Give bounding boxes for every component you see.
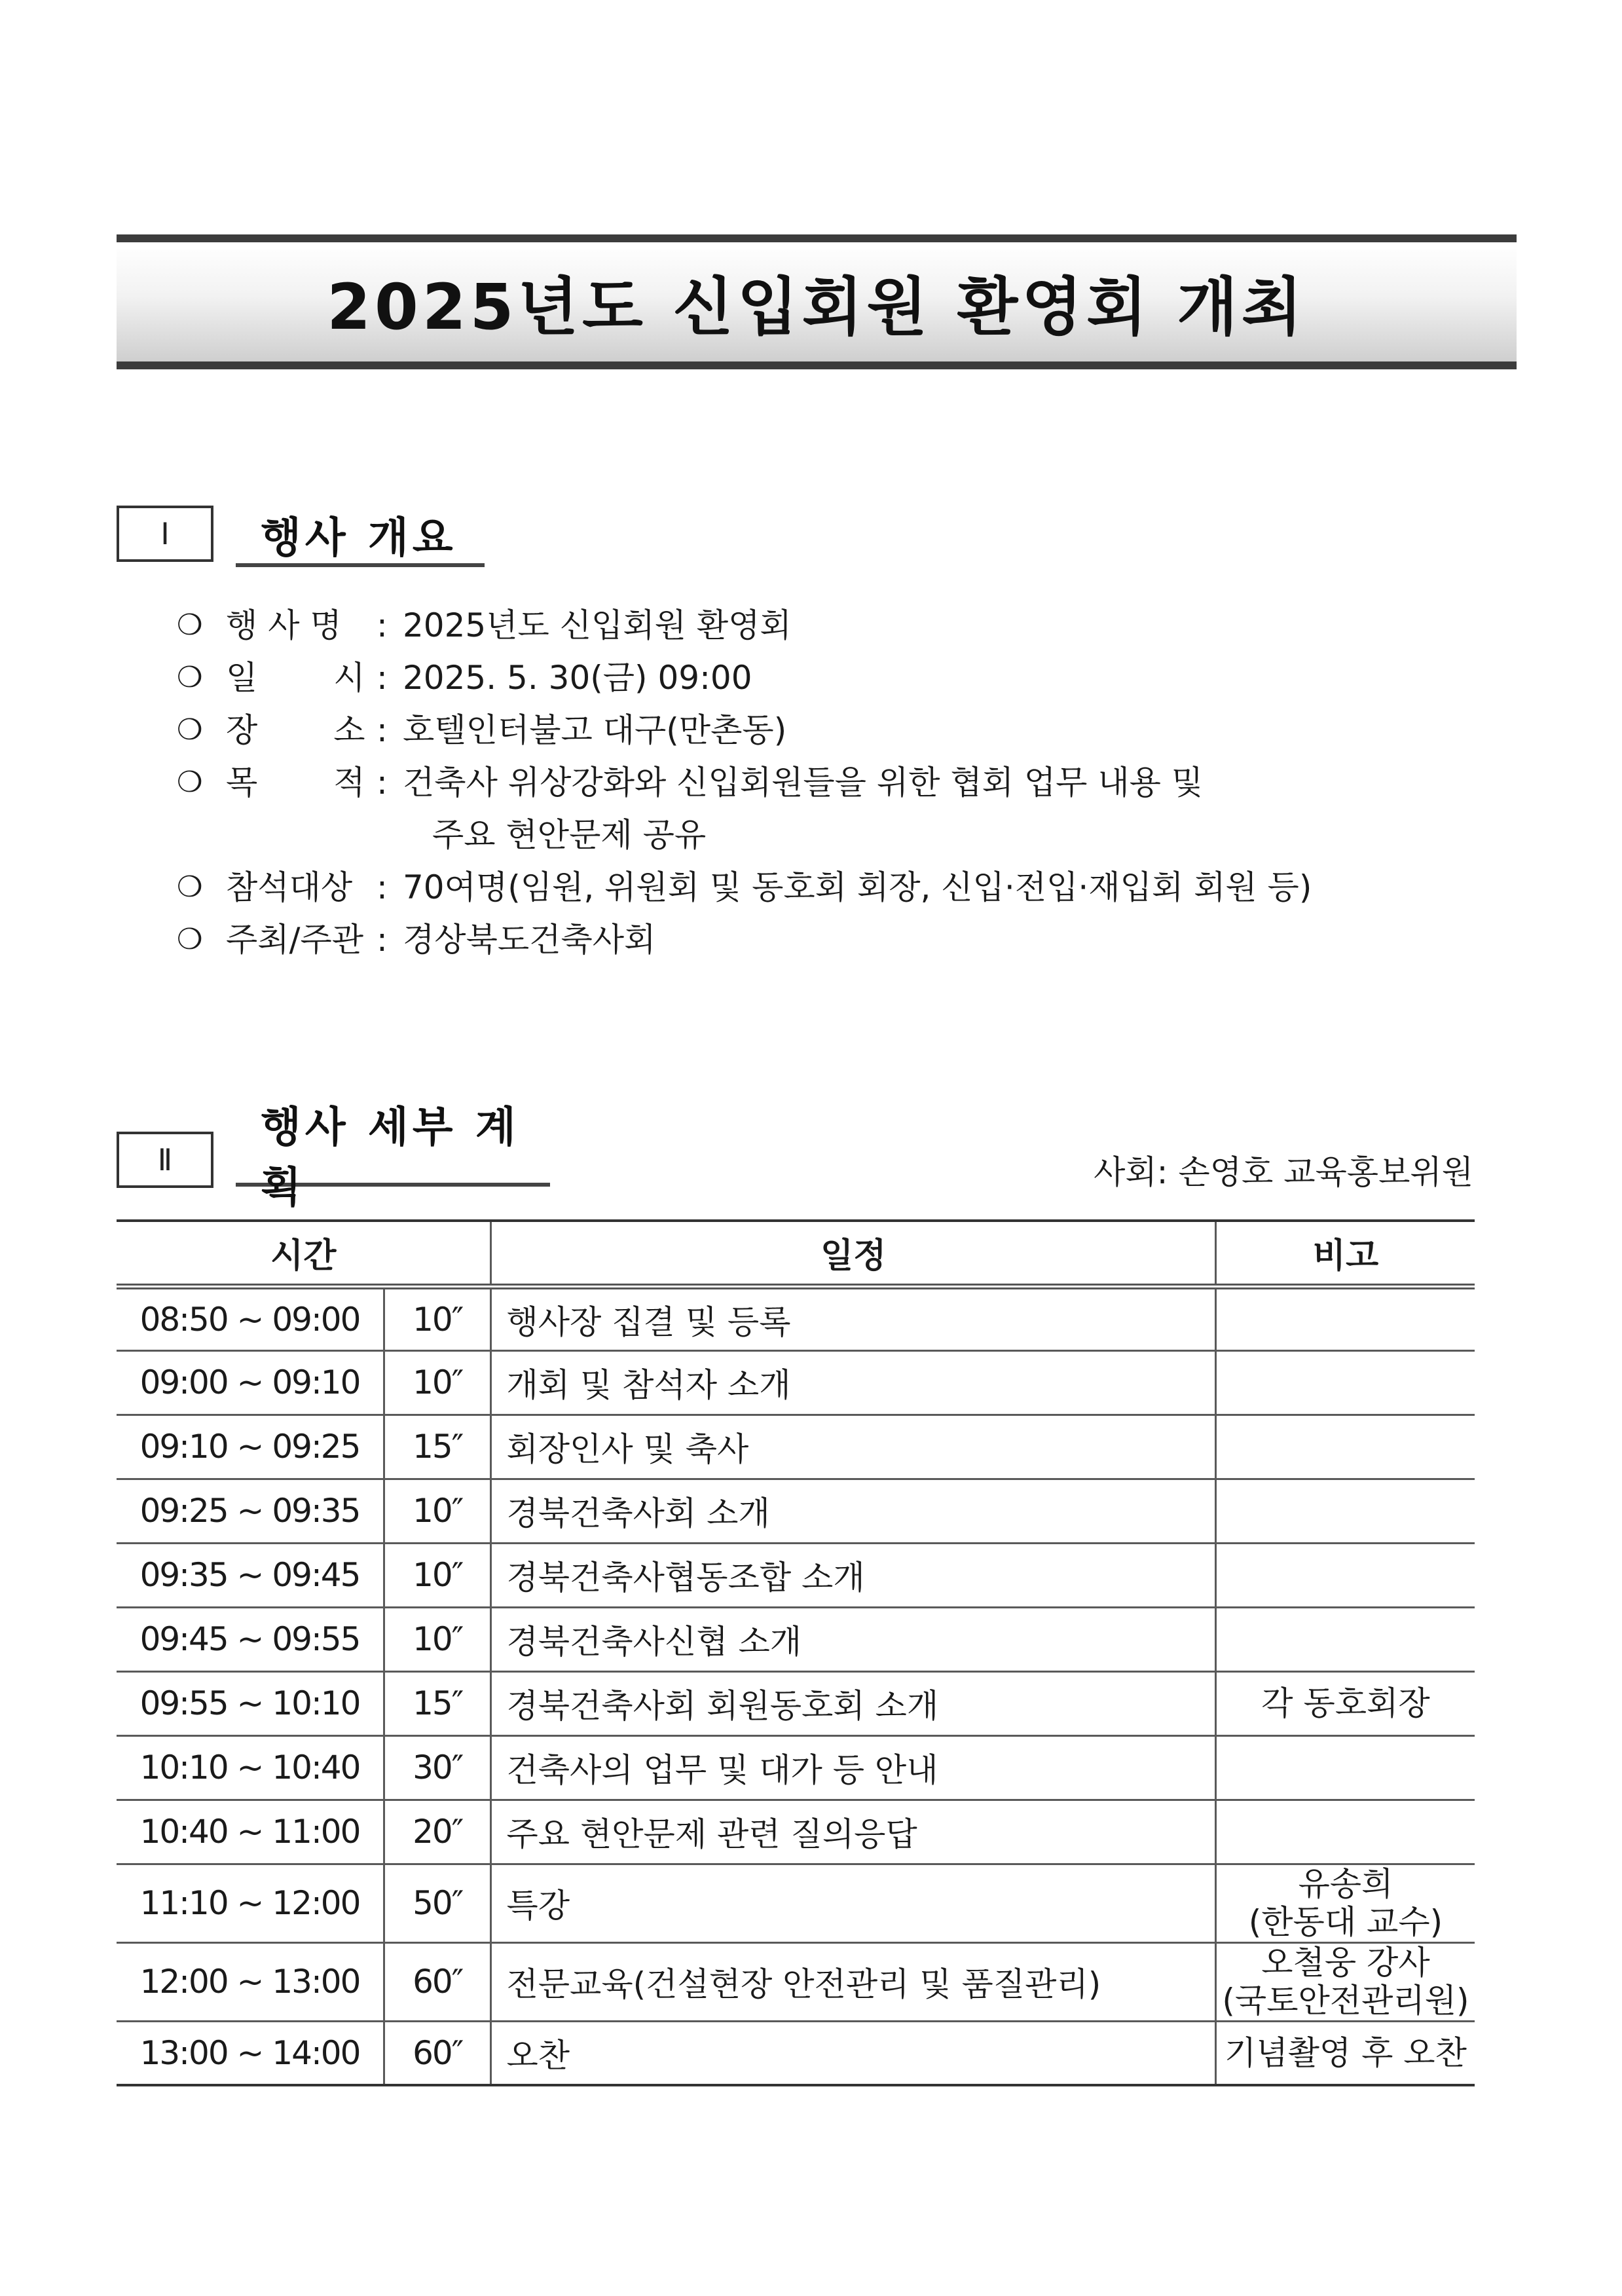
cell-duration: 10″ (384, 1350, 491, 1415)
cell-note (1215, 1415, 1475, 1479)
cell-event: 오찬 (491, 2021, 1215, 2085)
cell-event: 건축사의 업무 및 대가 등 안내 (491, 1735, 1215, 1800)
table-row (117, 1286, 1475, 1350)
overview-item-host (177, 914, 1355, 966)
cell-note (1215, 1286, 1475, 1350)
cell-event: 경북건축사신협 소개 (491, 1607, 1215, 1671)
overview-colon: : (377, 764, 388, 802)
cell-note (1215, 1350, 1475, 1415)
section-1-title: 행사 개요 (236, 506, 485, 567)
schedule-table (117, 1219, 1475, 2086)
section-1-number: Ⅰ (117, 506, 213, 562)
cell-time: 10:40 ~ 11:00 (117, 1800, 384, 1864)
overview-colon: : (377, 711, 388, 749)
document-title-banner (117, 234, 1517, 369)
overview-value: 70여명(임원, 위원회 및 동호회 회장, 신입·전입·재입회 회원 등) (403, 868, 1312, 906)
cell-duration: 50″ (384, 1864, 491, 1942)
overview-label: 일 시 (226, 659, 365, 697)
overview-item-attendees (177, 861, 1355, 914)
cell-duration: 10″ (384, 1543, 491, 1607)
circle-bullet-icon: ❍ (177, 923, 203, 956)
cell-note (1215, 1543, 1475, 1607)
cell-time: 09:25 ~ 09:35 (117, 1479, 384, 1543)
cell-event: 회장인사 및 축사 (491, 1415, 1215, 1479)
cell-time: 11:10 ~ 12:00 (117, 1864, 384, 1942)
header-note: 비고 (1215, 1221, 1475, 1286)
cell-note (1215, 1671, 1475, 1735)
table-row (117, 2021, 1475, 2085)
note-line-1: 기념촬영 후 오찬 (1225, 2033, 1467, 2072)
cell-note (1215, 1479, 1475, 1543)
cell-time: 09:35 ~ 09:45 (117, 1543, 384, 1607)
table-row (117, 1942, 1475, 2021)
section-2-number: Ⅱ (117, 1132, 213, 1188)
cell-note (1215, 1607, 1475, 1671)
overview-value: 2025. 5. 30(금) 09:00 (403, 659, 752, 697)
circle-bullet-icon: ❍ (177, 608, 203, 642)
cell-note (1215, 1864, 1475, 1942)
cell-note (1215, 2021, 1475, 2085)
overview-colon: : (377, 659, 388, 697)
overview-colon: : (377, 921, 388, 959)
cell-time: 09:10 ~ 09:25 (117, 1415, 384, 1479)
cell-note (1215, 1735, 1475, 1800)
overview-value-continued: 주요 현안문제 공유 (432, 816, 707, 854)
cell-duration: 15″ (384, 1415, 491, 1479)
table-row (117, 1800, 1475, 1864)
cell-duration: 30″ (384, 1735, 491, 1800)
overview-item-event-name (177, 599, 1355, 652)
cell-time: 08:50 ~ 09:00 (117, 1286, 384, 1350)
overview-item-venue (177, 704, 1355, 756)
overview-label: 행 사 명 (226, 606, 342, 644)
cell-time: 09:45 ~ 09:55 (117, 1607, 384, 1671)
cell-duration: 20″ (384, 1800, 491, 1864)
section-2-title: 행사 세부 계획 (236, 1125, 550, 1187)
table-header-row (117, 1221, 1475, 1286)
overview-item-datetime (177, 652, 1355, 704)
cell-time: 09:55 ~ 10:10 (117, 1671, 384, 1735)
table-row (117, 1479, 1475, 1543)
header-event: 일정 (491, 1221, 1215, 1286)
cell-duration: 10″ (384, 1479, 491, 1543)
overview-item-purpose (177, 756, 1355, 861)
overview-label: 장 소 (226, 711, 365, 749)
table-row (117, 1864, 1475, 1942)
overview-value: 경상북도건축사회 (403, 921, 656, 959)
note-line-2: (국토안전관리원) (1222, 1982, 1469, 2020)
cell-event: 경북건축사회 소개 (491, 1479, 1215, 1543)
circle-bullet-icon: ❍ (177, 766, 203, 799)
overview-value: 건축사 위상강화와 신입회원들을 위한 협회 업무 내용 및 (403, 764, 1204, 802)
cell-duration: 10″ (384, 1286, 491, 1350)
cell-time: 12:00 ~ 13:00 (117, 1942, 384, 2021)
cell-event: 행사장 집결 및 등록 (491, 1286, 1215, 1350)
note-line-1: 오철웅 강사 (1261, 1944, 1430, 1982)
overview-label: 주최/주관 (226, 921, 364, 959)
table-row (117, 1543, 1475, 1607)
circle-bullet-icon: ❍ (177, 713, 203, 747)
event-overview-list (177, 599, 1355, 966)
cell-event: 특강 (491, 1864, 1215, 1942)
header-time: 시간 (117, 1221, 491, 1286)
overview-value: 2025년도 신입회원 환영회 (403, 606, 792, 644)
circle-bullet-icon: ❍ (177, 870, 203, 904)
table-row (117, 1350, 1475, 1415)
note-line-2: (한동대 교수) (1248, 1903, 1443, 1941)
document-title: 2025년도 신입회원 환영회 개최 (327, 270, 1306, 344)
cell-time: 10:10 ~ 10:40 (117, 1735, 384, 1800)
cell-duration: 10″ (384, 1607, 491, 1671)
cell-duration: 60″ (384, 2021, 491, 2085)
cell-event: 주요 현안문제 관련 질의응답 (491, 1800, 1215, 1864)
table-row (117, 1415, 1475, 1479)
note-line-1: 유송희 (1298, 1865, 1393, 1903)
table-row (117, 1735, 1475, 1800)
overview-colon: : (377, 606, 388, 644)
overview-colon: : (377, 868, 388, 906)
cell-note (1215, 1942, 1475, 2021)
overview-value: 호텔인터불고 대구(만촌동) (403, 711, 787, 749)
cell-time: 13:00 ~ 14:00 (117, 2021, 384, 2085)
cell-event: 개회 및 참석자 소개 (491, 1350, 1215, 1415)
cell-event: 경북건축사회 회원동호회 소개 (491, 1671, 1215, 1735)
overview-label: 참석대상 (226, 868, 353, 906)
note-line-1: 각 동호회장 (1261, 1684, 1430, 1722)
table-row (117, 1671, 1475, 1735)
cell-time: 09:00 ~ 09:10 (117, 1350, 384, 1415)
cell-duration: 15″ (384, 1671, 491, 1735)
table-row (117, 1607, 1475, 1671)
cell-duration: 60″ (384, 1942, 491, 2021)
moderator-note: 사회: 손영호 교육홍보위원 (1094, 1153, 1473, 1191)
overview-label: 목 적 (226, 764, 365, 802)
cell-event: 경북건축사협동조합 소개 (491, 1543, 1215, 1607)
cell-event: 전문교육(건설현장 안전관리 및 품질관리) (491, 1942, 1215, 2021)
circle-bullet-icon: ❍ (177, 661, 203, 694)
cell-note (1215, 1800, 1475, 1864)
